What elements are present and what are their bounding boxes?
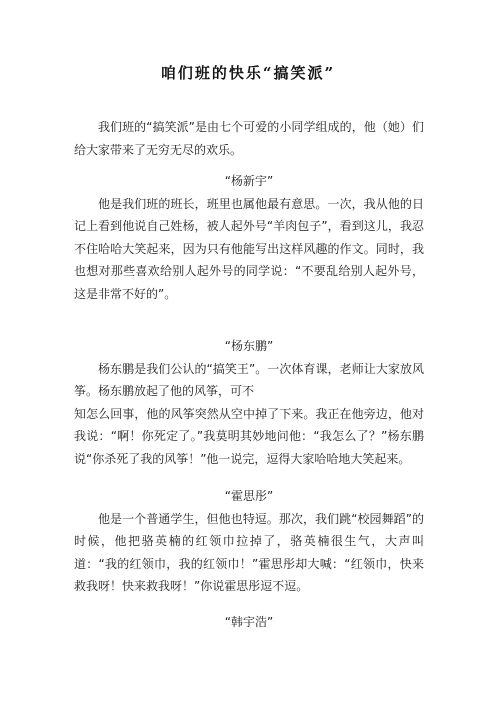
section-heading: “霍思彤” (224, 489, 274, 503)
section-yang-xinyu (74, 170, 424, 305)
section-paragraph: 他是我们班的班长，班里也属他最有意思。一次，我从他的日记上看到他说自己姓杨，被人起外号“羊肉包子”，看到这儿，我忍不住哈哈大笑起来，因为只有他能写出这样风趣的作文。同时，我也想对那些喜欢给别人起外号的同学说：“不要乱给别人起外号，这是非常不好的”。 (74, 196, 424, 301)
section-heading: “韩宇浩” (224, 615, 274, 629)
intro-block (74, 116, 424, 161)
section-paragraph: 知怎么回事，他的风筝突然从空中掉了下来。我正在他旁边，他对我说：“啊！你死定了。”我莫明其妙地问他：“我怎么了？”杨东鹏说“你杀死了我的风筝！”他一说完，逗得大家哈哈地大笑起来。 (74, 406, 424, 466)
section-paragraph: 杨东鹏是我们公认的“搞笑王”。一次体育课，老师让大家放风筝。杨东鹏放起了他的风筝，可不 (74, 361, 424, 398)
section-han-yuhao (74, 611, 424, 634)
intro-paragraph: 我们班的“搞笑派”是由七个可爱的小同学组成的，他（她）们给大家带来了无穷无尽的欢乐。 (74, 120, 424, 157)
section-heading: “杨新宇” (224, 174, 274, 188)
section-yang-dongpeng (74, 335, 424, 470)
section-huo-sitong (74, 485, 424, 598)
section-paragraph: 他是一个普通学生，但他也特逗。那次，我们跳“校园舞蹈”的时候，他把骆英楠的红领巾拉掉了，骆英楠很生气，大声叫道：“我的红领巾，我的红领巾！”霍思彤却大喊：“红领巾，快来救我呀！快来救我呀！”你说霍思彤逗不逗。 (74, 511, 424, 593)
document-title: 咱们班的快乐“搞笑派” (160, 64, 336, 82)
section-heading: “杨东鹏” (224, 339, 274, 353)
